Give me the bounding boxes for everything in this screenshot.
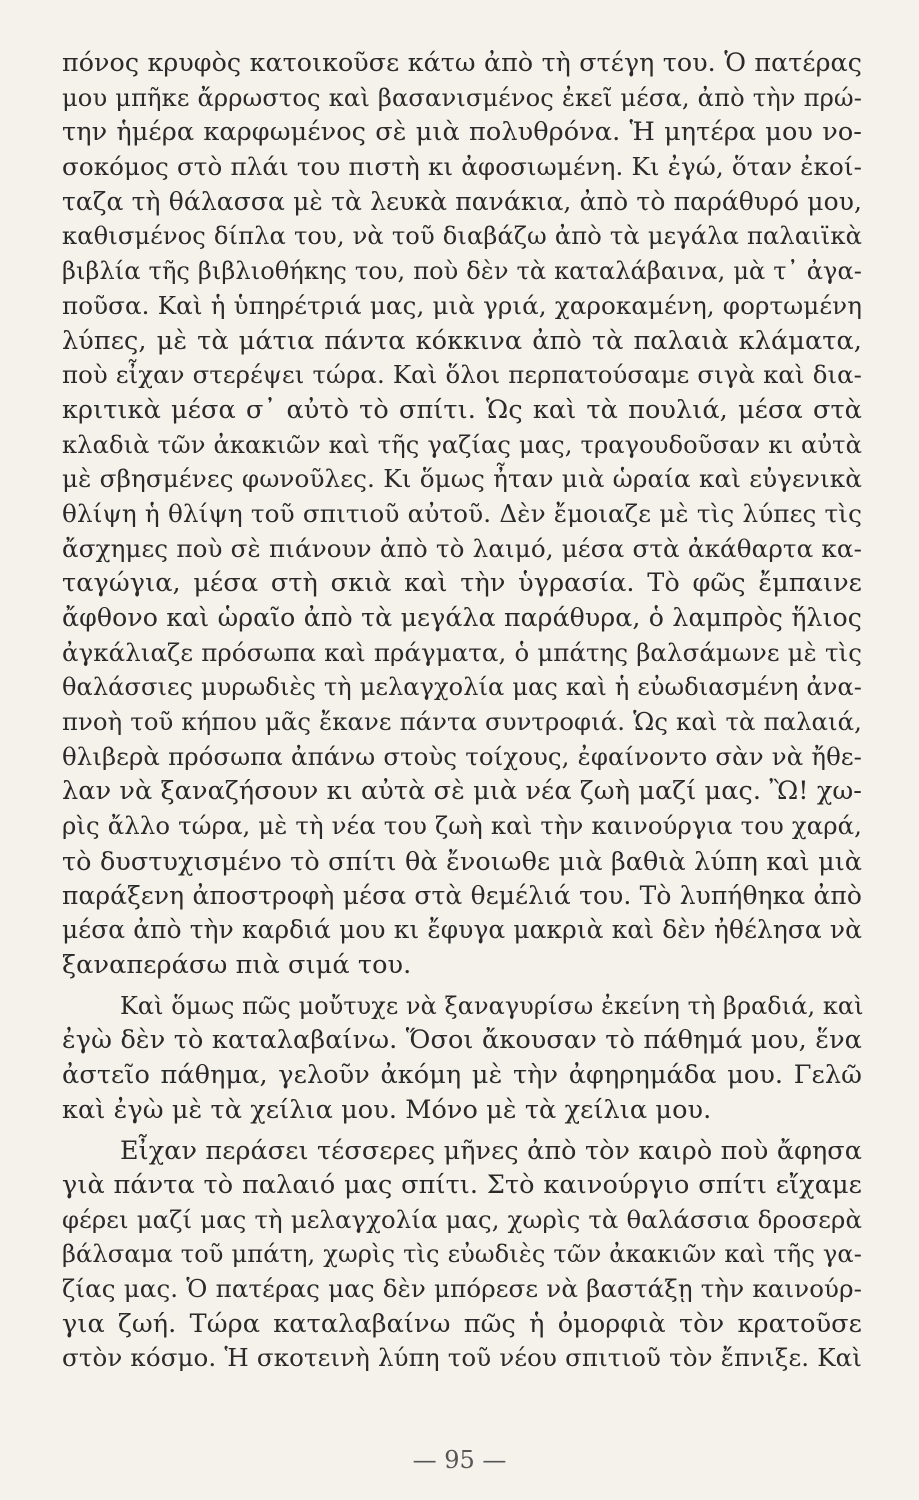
text-line: βάλσαμα τοῦ μπάτη, χωρὶς τὶς εὐωδιὲς τῶν ἀκακιῶν καὶ τῆς γα- [62,1240,862,1269]
text-line: ξαναπεράσω πιὰ σιμά του. [62,949,412,980]
paragraph-2 [62,989,862,1128]
text-line: Καὶ ὅμως πῶς μοὔτυχε νὰ ξαναγυρίσω ἐκείνη τὴ βραδιά, καὶ [120,991,864,1020]
text-line: θαλάσσιες μυρωδιὲς τὴ μελαγχολία μας καὶ ἡ εὐωδιασμένη ἀνα- [62,673,862,702]
text-line: βιβλία τῆς βιβλιοθήκης του, ποὺ δὲν τὰ καταλάβαινα, μὰ τ᾿ ἀγα- [62,257,862,286]
text-line: θλίψη ἡ θλίψη τοῦ σπιτιοῦ αὐτοῦ. Δὲν ἔμοιαζε μὲ τὶς λύπες τὶς [62,498,862,528]
text-line: κλαδιὰ τῶν ἀκακιῶν καὶ τῆς γαζίας μας, τραγουδοῦσαν κι αὐτὰ [62,430,862,459]
text-line: θλιβερὰ πρόσωπα ἀπάνω στοὺς τοίχους, ἐφαίνοντο σὰν νὰ ἤθε- [62,741,862,771]
text-line: ἐγὼ δὲν τὸ καταλαβαίνω. Ὅσοι ἄκουσαν τὸ πάθημά μου, ἕνα [62,1025,862,1056]
text-line: για ζωή. Τώρα καταλαβαίνω πῶς ἡ ὀμορφιὰ τὸν κρατοῦσε [62,1308,862,1339]
text-line: ἄφθονο καὶ ὡραῖο ἀπὸ τὰ μεγάλα παράθυρα, ὁ λαμπρὸς ἥλιος [62,603,862,632]
text-line: παράξενη ἀποστροφὴ μέσα στὰ θεμέλιά του. Τὸ λυπήθηκα ἀπὸ [62,880,862,910]
text-line: ἀστεῖο πάθημα, γελοῦν ἀκόμη μὲ τὴν ἀφηρημάδα μου. Γελῶ [62,1059,862,1090]
text-line: λαν νὰ ξαναζήσουν κι αὐτὰ σὲ μιὰ νέα ζωὴ μαζί μας. Ὢ! χω- [62,776,862,807]
text-line: μέσα ἀπὸ τὴν καρδιά μου κι ἔφυγα μακριὰ καὶ δὲν ἠθέλησα νὰ [62,915,862,945]
text-line: τὸ δυστυχισμένο τὸ σπίτι θὰ ἔνοιωθε μιὰ βαθιὰ λύπη καὶ μιὰ [62,845,862,876]
text-line: φέρει μαζί μας τὴ μελαγχολία μας, χωρὶς τὰ θαλάσσια δροσερὰ [62,1204,862,1234]
text-line: καθισμένος δίπλα του, νὰ τοῦ διαβάζω ἀπὸ τὰ μεγάλα παλαιϊκὰ [62,222,862,251]
text-line: ταζα τὴ θάλασσα μὲ τὰ λευκὰ πανάκια, ἀπὸ τὸ παράθυρό μου, [62,186,862,216]
text-line: στὸν κόσμο. Ἡ σκοτεινὴ λύπη τοῦ νέου σπιτιοῦ τὸν ἔπνιξε. Καὶ [62,1343,862,1373]
text-line: σοκόμος στὸ πλάι του πιστὴ κι ἀφοσιωμένη. Κι ἐγώ, ὅταν ἐκοί- [62,152,862,182]
text-line: καὶ ἐγὼ μὲ τὰ χείλια μου. Μόνο μὲ τὰ χείλια μου. [62,1094,712,1125]
text-line: ζίας μας. Ὁ πατέρας μας δὲν μπόρεσε νὰ βαστάξῃ τὴν καινούρ- [62,1274,862,1304]
text-line: την ἡμέρα καρφωμένος σὲ μιὰ πολυθρόνα. Ἡ μητέρα μου νο- [62,117,862,148]
text-line: κριτικὰ μέσα σ᾿ αὐτὸ τὸ σπίτι. Ὡς καὶ τὰ πουλιά, μέσα στὰ [62,394,862,425]
paragraph-3 [62,1133,862,1376]
text-line: ποὺ εἶχαν στερέψει τώρα. Καὶ ὅλοι περπατούσαμε σιγὰ καὶ δια- [62,360,862,390]
text-line: ἄσχημες ποὺ σὲ πιάνουν ἀπὸ τὸ λαιμό, μέσα στὰ ἀκάθαρτα κα- [62,533,862,563]
text-line: ἀγκάλιαζε πρόσωπα καὶ πράγματα, ὁ μπάτης βαλσάμωνε μὲ τὶς [62,637,862,667]
page-number: — 95 — [412,1446,507,1474]
text-line: ταγώγια, μέσα στὴ σκιὰ καὶ τὴν ὑγρασία. Τὸ φῶς ἔμπαινε [62,568,862,599]
text-line: πόνος κρυφὸς κατοικοῦσε κάτω ἀπὸ τὴ στέγη του. Ὁ πατέρας [62,48,862,77]
text-line: ρὶς ἄλλο τώρα, μὲ τὴ νέα του ζωὴ καὶ τὴν καινούργια του χαρά, [62,811,862,841]
body-text [62,46,862,1376]
text-line: λύπες, μὲ τὰ μάτια πάντα κόκκινα ἀπὸ τὰ παλαιὰ κλάματα, [62,325,862,356]
text-line: μου μπῆκε ἄρρωστος καὶ βασανισμένος ἐκεῖ μέσα, ἀπὸ τὴν πρώ- [62,83,862,112]
text-line: μὲ σβησμένες φωνοῦλες. Κι ὅμως ἦταν μιὰ ὡραία καὶ εὐγενικὰ [62,464,862,494]
paragraph-1 [62,46,862,983]
text-line: πνοὴ τοῦ κήπου μᾶς ἔκανε πάντα συντροφιά. Ὡς καὶ τὰ παλαιά, [62,707,862,737]
text-line: γιὰ πάντα τὸ παλαιό μας σπίτι. Στὸ καινούργιο σπίτι εἴχαμε [62,1170,862,1200]
text-line: Εἶχαν περάσει τέσσερες μῆνες ἀπὸ τὸν καιρὸ ποὺ ἄφησα [120,1135,862,1166]
text-line: ποῦσα. Καὶ ἡ ὑπηρέτριά μας, μιὰ γριά, χαροκαμένη, φορτωμένη [62,290,862,320]
